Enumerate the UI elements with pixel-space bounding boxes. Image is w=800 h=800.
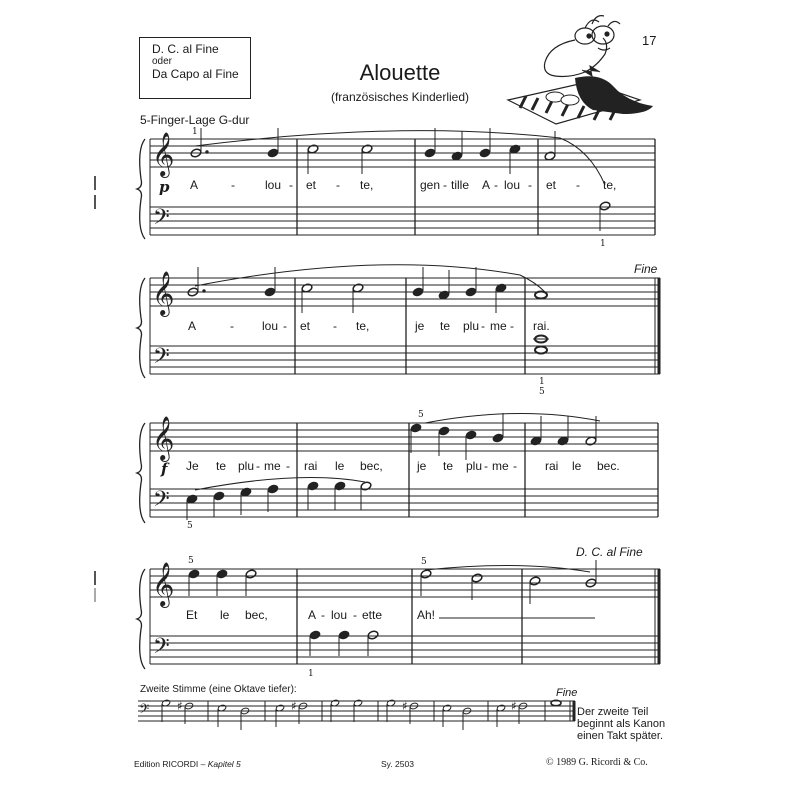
lyric-syllable: A <box>308 608 317 622</box>
lyric-syllable: - <box>513 459 517 473</box>
lyric-syllable: ette <box>362 608 383 622</box>
info-line-1: D. C. al Fine <box>152 42 219 56</box>
svg-text:𝄢: 𝄢 <box>153 487 170 517</box>
lyric-syllable: plu <box>238 459 255 473</box>
lyric-syllable: te <box>440 319 451 333</box>
fingering: 5 <box>418 410 424 420</box>
lyric-syllable: et <box>300 319 311 333</box>
lyric-syllable: A <box>188 319 197 333</box>
lyric-syllable: et <box>306 178 317 192</box>
lyric-syllable: le <box>335 459 345 473</box>
song-subtitle: (französisches Kinderlied) <box>330 90 470 104</box>
system-2 <box>137 265 660 378</box>
hand-position-label: 5-Finger-Lage G-dur <box>140 113 250 127</box>
svg-text:𝄞: 𝄞 <box>152 416 175 460</box>
lyric-syllable: - <box>336 178 340 192</box>
dynamic-forte: f <box>161 460 168 478</box>
footer-edition <box>134 759 241 769</box>
treble-clef-icon: 𝄞 <box>152 132 175 176</box>
fingering: 5 <box>421 557 427 567</box>
lyric-syllable: me <box>492 459 509 473</box>
footer-edition-label: Edition RICORDI – <box>134 759 208 769</box>
svg-text:♯: ♯ <box>291 699 297 713</box>
lyric-syllable: me <box>490 319 507 333</box>
canon-note-line: Der zweite Teil <box>577 706 649 718</box>
lyric-syllable: tille <box>451 178 470 192</box>
lyric-syllable: me <box>264 459 281 473</box>
fine-marking: Fine <box>634 262 658 276</box>
lyric-syllable: - <box>484 459 488 473</box>
lyric-syllable: - <box>481 319 485 333</box>
lyric-syllable: - <box>289 178 293 192</box>
lyric-syllable: bec. <box>597 459 620 473</box>
canon-note-line: einen Takt später. <box>577 730 664 742</box>
lyric-syllable: rai <box>545 459 559 473</box>
lyric-syllable: plu <box>466 459 483 473</box>
lyric-syllable: te, <box>603 178 617 192</box>
page-number: 17 <box>642 33 657 48</box>
lyric-syllable: - <box>443 178 447 192</box>
lyric-syllable: le <box>220 608 230 622</box>
lyric-syllable: - <box>576 178 580 192</box>
lyric-syllable: gen <box>420 178 441 192</box>
fingering: 1 <box>308 669 314 679</box>
second-voice-staff <box>138 701 575 721</box>
info-line-2: oder <box>152 56 173 67</box>
lyric-syllable: je <box>415 319 425 333</box>
svg-text:𝄢: 𝄢 <box>139 701 150 720</box>
svg-text:𝄢: 𝄢 <box>153 634 170 664</box>
svg-text:♯: ♯ <box>402 699 408 713</box>
lyric-syllable: - <box>321 608 325 622</box>
lyric-syllable: et <box>546 178 557 192</box>
lyric-syllable: - <box>256 459 260 473</box>
lyric-syllable: bec, <box>245 608 268 622</box>
svg-text:♯: ♯ <box>177 699 183 713</box>
lyric-syllable: Ah! <box>417 608 436 622</box>
lyric-syllable: te, <box>360 178 374 192</box>
svg-text:𝄢: 𝄢 <box>153 344 170 374</box>
lyric-syllable: - <box>286 459 290 473</box>
lyric-syllable: - <box>353 608 357 622</box>
canon-note <box>577 706 665 742</box>
svg-text:♯: ♯ <box>511 699 517 713</box>
lyric-syllable: - <box>333 319 337 333</box>
lyric-syllable: - <box>528 178 532 192</box>
lyric-syllable: Je <box>186 459 199 473</box>
lyric-syllable: rai <box>304 459 318 473</box>
fingering: 1 <box>600 239 606 249</box>
svg-text:𝄞: 𝄞 <box>152 562 175 606</box>
lyric-syllable: - <box>230 319 234 333</box>
system-4 <box>137 565 660 669</box>
fingering: 5 <box>188 556 194 566</box>
song-title: Alouette <box>359 60 441 85</box>
lyric-syllable: plu <box>463 319 480 333</box>
lyric-syllable: te <box>216 459 227 473</box>
fingering: 5 <box>539 387 545 397</box>
lyric-syllable: lou <box>331 608 348 622</box>
footer-catalog-number: Sy. 2503 <box>381 759 414 769</box>
lyric-syllable: - <box>231 178 235 192</box>
second-voice-fine: Fine <box>556 687 578 699</box>
lyric-syllable: je <box>417 459 427 473</box>
fingering: 1 <box>192 127 198 137</box>
lyric-syllable: A <box>190 178 199 192</box>
info-line-3: Da Capo al Fine <box>152 67 239 81</box>
fingering: 1 <box>539 377 545 387</box>
dc-al-fine-marking: D. C. al Fine <box>576 545 643 559</box>
lyric-syllable: A <box>482 178 491 192</box>
dynamic-piano: p <box>159 178 170 196</box>
lyric-syllable: bec, <box>360 459 383 473</box>
lyric-syllable: te, <box>356 319 370 333</box>
lyric-syllable: lou <box>265 178 282 192</box>
lyric-syllable: lou <box>504 178 521 192</box>
bass-clef-icon: 𝄢 <box>153 205 170 235</box>
lyric-syllable: Et <box>186 608 198 622</box>
lyric-syllable: rai. <box>533 319 550 333</box>
footer-copyright: © 1989 G. Ricordi & Co. <box>546 757 648 768</box>
fingering: 5 <box>187 521 193 531</box>
canon-note-line: beginnt als Kanon <box>577 718 666 730</box>
svg-text:𝄞: 𝄞 <box>152 271 175 315</box>
lyric-syllable: le <box>572 459 582 473</box>
lyric-syllable: lou <box>262 319 279 333</box>
second-voice-label: Zweite Stimme (eine Oktave tiefer): <box>140 684 297 695</box>
lyric-syllable: - <box>283 319 287 333</box>
lyric-syllable: - <box>494 178 498 192</box>
footer-chapter: Kapitel 5 <box>207 759 241 769</box>
lyric-syllable: te <box>443 459 454 473</box>
lyric-syllable: - <box>510 319 514 333</box>
